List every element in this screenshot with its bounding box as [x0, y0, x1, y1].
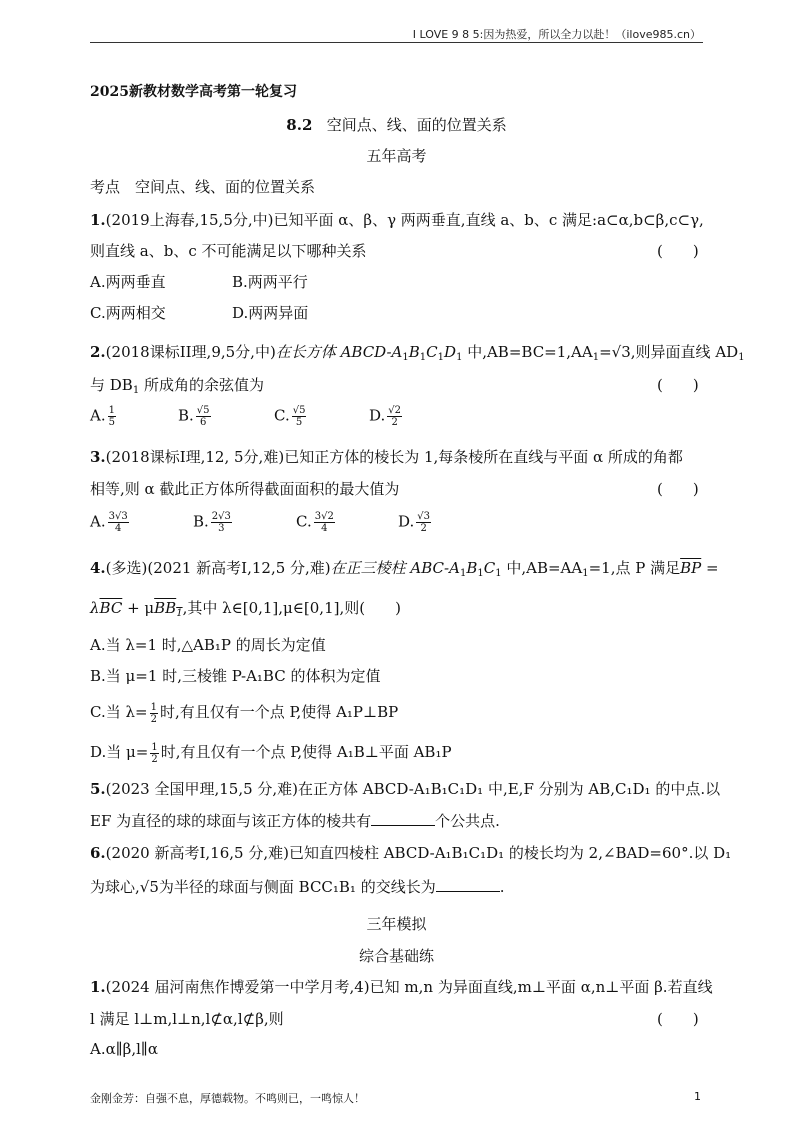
opt-label: A.: [90, 406, 106, 425]
q2-sub: 1: [592, 352, 600, 363]
q3-frac-a: [108, 511, 129, 534]
section-title: 空间点、线、面的位置关系: [326, 116, 507, 134]
q4-t1b: B: [466, 559, 478, 577]
q1-option-c: C.两两相交: [90, 304, 166, 322]
q3-frac-d: [416, 511, 431, 534]
q3-option-a: [90, 511, 131, 534]
frac-num: √2: [388, 405, 401, 416]
opt-label: C.: [274, 406, 290, 425]
q6-line2: [90, 876, 505, 897]
q2-t1b: B: [408, 343, 420, 361]
frac-den: 2: [151, 753, 158, 765]
q4-sub: 1: [459, 568, 467, 579]
frac-den: 2: [391, 417, 398, 428]
q1-source: (2019上海春,15,5分,中): [105, 211, 274, 229]
q2-frac-b: [196, 405, 211, 428]
q1-text: 已知平面 α、β、γ 两两垂直,直线 a、b、c 满足:a⊂α,b⊂β,c⊂γ,: [273, 211, 704, 229]
m1-line1: [90, 976, 713, 997]
q2-line1: [90, 341, 745, 362]
doc-title: 2025新教材数学高考第一轮复习: [90, 84, 297, 100]
q4-c2: 时,有且仅有一个点 P,使得 A₁P⊥BP: [159, 703, 399, 721]
q3-option-b: [193, 511, 234, 534]
q4-number: 4.: [90, 559, 106, 577]
q2-sub: 1: [738, 352, 745, 363]
q5-number: 5.: [90, 780, 106, 798]
header-rule: [90, 42, 703, 43]
q4-line1: [90, 557, 719, 578]
q5-source: (2023 全国甲理,15,5 分,难): [105, 780, 299, 798]
q3-frac-b: [211, 511, 232, 534]
q6-source: (2020 新高考I,16,5 分,难): [105, 844, 289, 862]
q4-t1d: 中,AB=AA: [501, 559, 583, 577]
q2-sub: 1: [419, 352, 427, 363]
q5-t2a: EF 为直径的球的球面与该正方体的棱共有: [90, 812, 372, 830]
q4-eq: =: [701, 559, 719, 577]
opt-label: B.: [178, 406, 194, 425]
q3-line1: [90, 446, 683, 467]
q6-t2b: .: [499, 878, 505, 896]
q4-t1c: C: [483, 559, 496, 577]
q4-lambda: λ: [90, 599, 100, 617]
section-number: 8.2: [286, 116, 313, 134]
page-header: I LOVE 9 8 5:因为热爱，所以全力以赴！（ilove985.cn）: [412, 28, 701, 41]
q4-d1: D.当 μ=: [90, 743, 149, 761]
q1-option-b: B.两两平行: [232, 273, 308, 291]
opt-label: A.: [90, 512, 106, 531]
q4-half-d: [150, 742, 158, 765]
q3-option-d: [398, 511, 433, 534]
q3-answer-paren[interactable]: ( ): [657, 480, 699, 498]
q2-option-a: [90, 405, 118, 428]
opt-label: D.: [398, 512, 415, 531]
q4-option-c: [90, 701, 398, 725]
q1-option-a: A.两两垂直: [90, 273, 166, 291]
q4-half-c: [150, 702, 158, 725]
q4-option-a: A.当 λ=1 时,△AB₁P 的周长为定值: [90, 636, 326, 654]
frac-den: 4: [114, 523, 122, 534]
q4-option-d: [90, 741, 452, 765]
q2-t1a: 在长方体 ABCD-A: [275, 343, 403, 361]
q4-vector-bp: $\overline{BP}$: [680, 559, 702, 577]
q4-sub: 1: [477, 568, 484, 579]
q6-line1: [90, 842, 731, 863]
q2-number: 2.: [90, 343, 106, 361]
q3-source: (2018课标I理,12, 5分,难): [105, 448, 285, 466]
q2-t1e: 中,AB=BC=1,AA: [462, 343, 593, 361]
q4-t1a: 在正三棱柱 ABC-A: [330, 559, 460, 577]
q2-answer-paren[interactable]: ( ): [657, 376, 699, 394]
frac-den: 4: [321, 523, 328, 534]
q5-text: 在正方体 ABCD-A₁B₁C₁D₁ 中,E,F 分别为 AB,C₁D₁ 的中点.以: [298, 780, 721, 798]
part-three-years: 三年模拟: [366, 915, 427, 933]
frac-num: 3√2: [314, 511, 334, 522]
q4-line2: [90, 597, 401, 618]
frac-den: 2: [420, 523, 427, 534]
q2-source: (2018课标II理,9,5分,中): [105, 343, 276, 361]
m1-source: (2024 届河南焦作博爱第一中学月考,4): [105, 978, 370, 996]
footer-motto: 金刚金芳：自强不息，厚德载物。不鸣则已，一鸣惊人！: [90, 1092, 365, 1105]
q6-number: 6.: [90, 844, 106, 862]
m1-number: 1.: [90, 978, 106, 996]
q2-line2: [90, 374, 264, 395]
q5-line2: [90, 810, 500, 831]
q6-answer-blank[interactable]: [436, 877, 500, 892]
frac-num: 1: [151, 741, 158, 753]
q1-answer-paren[interactable]: ( ): [657, 242, 699, 260]
q2-option-d: [369, 405, 404, 428]
bb1-text: BB: [154, 599, 177, 617]
frac-num: 1: [108, 405, 115, 416]
q2-t1d: D: [444, 343, 457, 361]
q3-number: 3.: [90, 448, 106, 466]
m1-answer-paren[interactable]: ( ): [657, 1010, 699, 1028]
q6-t2a: 为球心,√5为半径的球面与侧面 BCC₁B₁ 的交线长为: [90, 878, 436, 896]
q4-vector-bb1: [154, 599, 182, 617]
q2-frac-a: [108, 405, 116, 428]
frac-den: 3: [218, 523, 225, 534]
q2-t2b: 所成角的余弦值为: [139, 376, 264, 394]
m1-text: 已知 m,n 为异面直线,m⊥平面 α,n⊥平面 β.若直线: [369, 978, 713, 996]
q2-sub: 1: [437, 352, 445, 363]
section-heading: [0, 114, 793, 135]
q4-vector-bc: $\overline{BC}$: [99, 599, 123, 617]
q2-option-b: [178, 405, 213, 428]
q2-option-c: [274, 405, 308, 428]
page-number: 1: [694, 1090, 701, 1103]
frac-num: √5: [292, 405, 306, 416]
bb1-sub: 1: [176, 608, 183, 619]
q5-t2b: 个公共点.: [435, 812, 500, 830]
part-five-years: 五年高考: [366, 147, 427, 165]
q4-t1e: =1,点 P 满足: [588, 559, 681, 577]
q2-t2a: 与 DB: [90, 376, 133, 394]
q5-answer-blank[interactable]: [371, 811, 435, 826]
m1-option-a: A.α∥β,l∥α: [90, 1040, 158, 1058]
part-comprehensive: 综合基础练: [358, 947, 434, 965]
frac-den: 6: [199, 417, 207, 428]
q2-sub: 1: [456, 352, 463, 363]
q2-frac-d: [387, 405, 402, 428]
q3-text: 已知正方体的棱长为 1,每条棱所在直线与平面 α 所成的角都: [284, 448, 683, 466]
q1-option-d: D.两两异面: [232, 304, 309, 322]
kaodian-heading: 考点 空间点、线、面的位置关系: [90, 178, 316, 196]
q1-number: 1.: [90, 211, 106, 229]
q4-source: (多选)(2021 新高考I,12,5 分,难): [105, 559, 331, 577]
frac-den: 5: [295, 417, 303, 428]
q2-sub: 1: [402, 352, 409, 363]
q2-frac-c: [292, 405, 307, 428]
q2-sub: 1: [132, 385, 140, 396]
q3-frac-c: [314, 511, 335, 534]
frac-num: √3: [417, 511, 430, 522]
m1-line2: l 满足 l⊥m,l⊥n,l⊄α,l⊄β,则: [90, 1010, 284, 1028]
q3-line2: 相等,则 α 截此正方体所得截面面积的最大值为: [90, 480, 400, 498]
frac-den: 2: [150, 713, 157, 725]
q1-line1: [90, 209, 704, 230]
q6-text: 已知直四棱柱 ABCD-A₁B₁C₁D₁ 的棱长均为 2,∠BAD=60°.以 D₁: [288, 844, 732, 862]
frac-num: 3√3: [108, 511, 128, 522]
opt-label: C.: [296, 512, 312, 531]
frac-num: 1: [150, 701, 157, 713]
frac-num: 2√3: [211, 511, 231, 522]
q4-t2c: ,其中 λ∈[0,1],μ∈[0,1],则( ): [182, 599, 401, 617]
q2-t1f: =√3,则异面直线 AD: [599, 343, 739, 361]
opt-label: B.: [193, 512, 209, 531]
q4-sub: 1: [495, 568, 502, 579]
q1-line2: 则直线 a、b、c 不可能满足以下哪种关系: [90, 242, 367, 260]
frac-den: 5: [108, 417, 115, 428]
opt-label: D.: [369, 406, 386, 425]
q4-mu: + μ: [122, 599, 155, 617]
q4-option-b: B.当 μ=1 时,三棱锥 P-A₁BC 的体积为定值: [90, 667, 381, 685]
q2-t1c: C: [426, 343, 438, 361]
frac-num: √5: [196, 405, 210, 416]
q5-line1: [90, 778, 720, 799]
q4-sub: 1: [582, 568, 589, 579]
q4-c1: C.当 λ=: [90, 703, 148, 721]
q4-d2: 时,有且仅有一个点 P,使得 A₁B⊥平面 AB₁P: [160, 743, 452, 761]
q3-option-c: [296, 511, 337, 534]
